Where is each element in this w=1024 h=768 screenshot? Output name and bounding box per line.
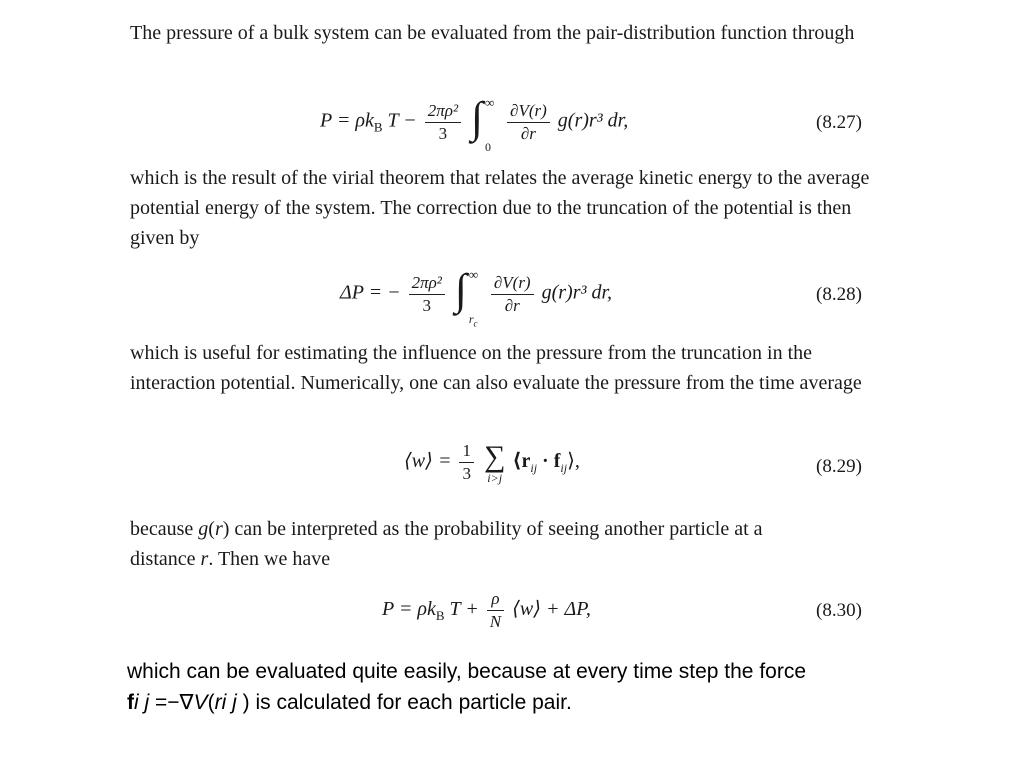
p4-line2-b: . Then we have <box>208 548 331 570</box>
eq828-int-lower: r <box>468 312 474 326</box>
eq828-frac-num: 2πρ² <box>409 272 445 295</box>
eq828-dfrac-den: ∂r <box>504 295 520 315</box>
footer-rest: ) is calculated for each particle pair. <box>236 691 572 714</box>
equation-8-28 <box>340 265 613 329</box>
integral-symbol: ∫ ∞ 0 <box>471 94 497 150</box>
eq828-int-lower-sub: c <box>473 318 478 329</box>
p4-line2-r: r <box>200 548 209 570</box>
footer-f: f <box>127 691 134 714</box>
paragraph-numerical: which is useful for estimating the influence on the pressure from the truncation in the interaction potential. Numerically, one can also evaluate the pressure from the time average <box>130 342 862 394</box>
footer-rij: ri j <box>214 691 237 714</box>
eq827-dfrac-den: ∂r <box>520 123 536 143</box>
footer-ij: i j <box>134 691 150 714</box>
eq829-r: ⟨r <box>512 450 531 473</box>
eq829-sub2: ij <box>560 461 568 476</box>
eq827-lhs: P = ρk <box>320 109 374 132</box>
eq827-tail: g(r)r³ dr, <box>557 109 629 132</box>
eq829-sum-sym: ∑ <box>483 439 506 473</box>
eq828-tail: g(r)r³ dr, <box>541 281 613 304</box>
eq827-mid: T − <box>387 109 417 132</box>
eq828-lhs: ΔP = − <box>340 281 401 304</box>
eq827-frac-den: 3 <box>438 123 448 143</box>
eq830-lhs: P = ρk <box>382 598 436 621</box>
eq827-frac-num: 2πρ² <box>425 100 461 123</box>
eq828-fraction <box>409 272 445 317</box>
eq829-sum-limit: i>j <box>487 470 503 485</box>
footer-line2 <box>127 687 907 718</box>
paragraph-intro: The pressure of a bulk system can be evaluated from the pair-distribution function through <box>130 22 855 44</box>
footer-text <box>127 656 907 718</box>
summation-symbol <box>483 439 506 485</box>
footer-v: V <box>193 691 208 714</box>
equation-8-30 <box>382 588 591 648</box>
p4-line2-a: distance <box>130 548 201 570</box>
eq827-dfrac-num: ∂V(r) <box>507 100 550 123</box>
eq829-body <box>512 450 580 476</box>
eq828-dfrac-num: ∂V(r) <box>491 272 534 295</box>
eq829-f: · f <box>537 450 561 473</box>
eq827-int-upper: ∞ <box>485 95 495 110</box>
equation-number-8-30: (8.30) <box>816 600 862 621</box>
footer-line1: which can be evaluated quite easily, because at every time step the force <box>127 660 807 683</box>
footer-nabla: ∇ <box>179 691 194 714</box>
eq829-close: ⟩, <box>567 450 580 473</box>
eq827-sub: B <box>373 119 383 135</box>
eq830-frac-den: N <box>489 612 502 631</box>
p4-text-c: ) can be interpreted as the probability of seeing another particle at a <box>222 518 763 540</box>
equation-number-8-27: (8.27) <box>816 112 862 133</box>
equation-8-27 <box>320 94 628 154</box>
eq830-fraction <box>487 588 504 633</box>
eq830-frac-num: ρ <box>487 588 504 611</box>
eq827-derivative <box>507 100 550 145</box>
eq829-frac-num: 1 <box>459 440 474 463</box>
eq830-tail: ⟨w⟩ + ΔP, <box>512 598 591 621</box>
p4-text-a: because <box>130 518 199 540</box>
paragraph-probability-line2 <box>130 548 330 571</box>
eq829-fraction <box>459 440 474 485</box>
p4-g: g <box>198 518 209 540</box>
eq827-fraction <box>425 100 461 145</box>
eq829-frac-den: 3 <box>462 464 471 483</box>
footer-paren: ( <box>207 691 215 714</box>
eq830-mid: T + <box>449 598 479 621</box>
eq828-derivative <box>491 272 534 317</box>
paragraph-virial: which is the result of the virial theorem that relates the average kinetic energy to the average potential energy of the system. The correction due to the truncation of the potential is then given by <box>130 167 870 249</box>
eq829-sub1: ij <box>530 461 538 476</box>
equation-number-8-28: (8.28) <box>816 284 862 305</box>
equation-number-8-29: (8.29) <box>816 456 862 477</box>
eq829-lhs: ⟨w⟩ = <box>404 450 452 473</box>
eq827-int-lower: 0 <box>485 140 492 154</box>
equation-8-29 <box>404 440 580 500</box>
p4-text-b: ( <box>208 518 215 540</box>
eq828-int-upper: ∞ <box>468 267 479 282</box>
integral-symbol: ∫ ∞ $r_c$ <box>455 266 481 322</box>
paragraph-probability-line1 <box>130 518 763 541</box>
eq830-sub: B <box>435 608 445 624</box>
p4-r: r <box>214 518 223 540</box>
eq828-frac-den: 3 <box>422 295 431 315</box>
footer-eq: =− <box>149 691 180 714</box>
